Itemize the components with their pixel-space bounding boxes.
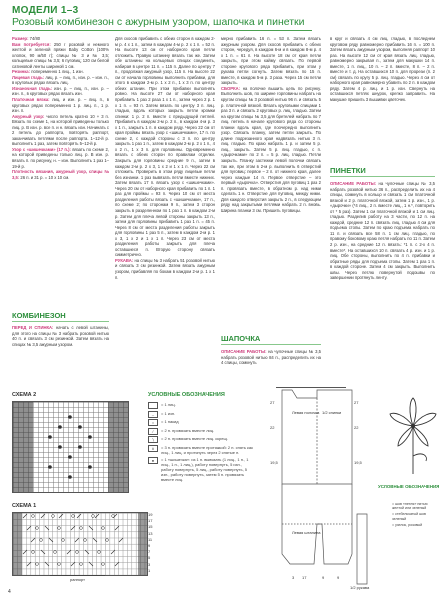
page-number: 4: [8, 589, 11, 595]
column-2: [115, 36, 215, 376]
flower-illustration: [388, 396, 438, 476]
svg-text:9: 9: [337, 575, 340, 580]
svg-text:22: 22: [354, 425, 359, 430]
column-3c: [221, 349, 321, 385]
chart-1-symbols: [13, 513, 147, 575]
hat-label: ОПИСАНИЕ РАБОТЫ:: [221, 349, 267, 354]
sleeve-outline: [357, 514, 367, 584]
column-1: [12, 36, 109, 304]
page-title: Розовый комбинезон с ажурным узором, шапочка и пинетки: [12, 16, 305, 28]
booties-label: ОПИСАНИЕ РАБОТЫ:: [330, 181, 377, 186]
svg-text:1/2 рукава: 1/2 рукава: [350, 585, 370, 590]
garter-text: лиц. и изн. р. – лиц. п., в круговых рядах попеременно 1 р. лиц. п., 1 р. изн. п.: [12, 97, 109, 114]
rib-text: попеременно 1 лиц., 1 изн.: [30, 69, 84, 75]
size-text: 74/80: [28, 36, 41, 41]
legend-title: УСЛОВНЫЕ ОБОЗНАЧЕНИЯ: [148, 392, 225, 398]
petal-bottom-left: [398, 426, 413, 446]
front-back-label: ПЕРЕД И СПИНКА:: [12, 325, 54, 330]
svg-text:19,5: 19,5: [270, 460, 278, 465]
raport-label: раппорт: [70, 577, 85, 582]
svg-text:27: 27: [354, 400, 359, 405]
garter-label: Платочная вязка:: [12, 97, 50, 103]
legend-item: = 1 лиц.: [148, 402, 253, 409]
yarn-over-symbol: ○: [148, 419, 158, 426]
booties-text: на чулочные спицы № 3,5 набрать розовой нитью 36 п., распределить их на 4 спицы, сомкнуть в кольцо и связать 1 см платочной вязкой и 2 р. платочной вязкой, затем 1 р. изн., 1 р. «дырочки» (*4 лиц., 2 п. вместе лиц., 1 н.*, повторить от * 5 раз). Затем 1 см платочной вязкой и 1 см лиц. гладью. Разделив работу на 3 части, по 12 п. на каждой, средние 12 п. связать лиц. гладью 4 см для подъема стопы. Затем по краю подъема набрать по 11 п. и связать все 58 п. 1 см лиц. гладью, по правому боковому краю петля набрать по 11 п. Затем 2 р. изн., на средние 12 п. вязать: *1 п. с 2-х 4 п. вместе*. На оставшихся 10 п. связать 4 р. изн. и 1 р. лиц. Обе стороны, выполнить по 4 п. прибавки и обратные ряды для подъема стопы. Затем 1 раз 1 п. в каждой стороне. Затем 4 см закрыть. Выполнить швы. Через петлю повернутой подошвы по завершении протянуть ленту.: [330, 181, 435, 281]
legend-item: – = 1 изн.: [148, 411, 253, 418]
column-3: [221, 36, 321, 328]
legend-2: [392, 502, 440, 529]
legend-item: ● = 1 «шишечка»: из 1 п. вывязать (1 лиц., 1 н., 1 лиц., 1 н., 1 лиц.), работу повернуть, 5 изн., работу повернуть, 5 лиц., работу повернуть, 5 изн., работу повернуть, затем 5 п. провязать вместе лиц.: [148, 457, 253, 482]
legend-item: ∖ = 2 п. провязать вместе лиц. скрещ.: [148, 436, 253, 443]
gauge-text: 26 п. и 31 р. = 10 х 10 см.: [19, 174, 70, 180]
reverse-label: Изнаночная гладь:: [12, 85, 53, 91]
size-label: Размер:: [12, 36, 29, 41]
section-shapochka: ШАПОЧКА: [221, 334, 261, 343]
bobble-marks: [48, 415, 92, 479]
legend-2-item: = узелок, розовый: [392, 522, 423, 527]
legend-2-item: = стебельчатый шов зеленый: [392, 512, 426, 521]
stockinette-text: лиц. р. – лиц. п., изн. р. – изн. п., в круговых рядах вязать лиц.: [12, 74, 109, 86]
chart-2-symbols: [13, 402, 128, 492]
chart-2-title: СХЕМА 2: [12, 392, 37, 398]
front-back-text: начать с левой штанины, для этого на спицы № 3 набрать розовой нитью 40 п. и связать 3 см резинкой. Затем вязать на спицах № 3,5 ажурным узором.: [12, 325, 109, 347]
bobble-symbol: ●: [148, 457, 158, 464]
rib-label: Резинка:: [12, 69, 31, 75]
raport-bracket: [50, 575, 105, 576]
chart-2-grid: [12, 401, 129, 493]
svg-text:Левая полочка: Левая полочка: [292, 410, 320, 415]
petal-top: [410, 398, 416, 426]
column-4b: [330, 181, 435, 395]
stockinette-label: Лицевая гладь:: [12, 74, 45, 80]
chart-1-row-numbers: 19 17 15 13 11 9 7 5 3 1: [148, 512, 153, 573]
column-4-text: в круг и связать 4 см лиц. гладью, в последнем круговом ряду равномерно прибавить 16 п. = 100 п. Затем вязать ажурным узором, выполняя раппорт 10 раз. На высоте 12 см от края вязать лиц. гладью, равномерно закрывая п., затем для макушки 14 п. вместе, 1 п. лиц., 10 п. – 2 п. вместе, 8 п. – 2 п. вместе и т. д. На оставшихся 10 п. для прорези (п. 2 см) связать по кругу 5 р. лиц. гладью. Через 4 см от наборного края равномерно убавить по 2 п. в каждом ряду. Затем 4 р. лиц. и 1 р. изн. Свернуть на оставшихся петлях шнурок, крепко заправить. На макушке пришить 3 вышивки цветочек.: [330, 36, 435, 103]
sleeves-label: РУКАВА:: [115, 257, 134, 263]
lace-text: число петель кратно 10 + 3 п. Вязать по схеме 1, на которой приведены только лиц. р. В изн. р. все п. и н. вязать изн. Начинать с 2 петель до раппорта, повторять раппорт, заканчивать петлями после раппорта. 1–12-й р. выполнить 1 раз, затем повторять 5–12-й р.: [12, 113, 109, 147]
svg-text:19,5: 19,5: [354, 460, 362, 465]
pattern-diagram: [262, 384, 372, 590]
k2tog-tbl-symbol: ∖: [148, 436, 158, 443]
legend-item: ∕ = 2 п. провязать вместе лиц.: [148, 428, 253, 435]
svg-text:1/2 спинки: 1/2 спинки: [322, 410, 342, 415]
materials-label: Вам потребуется:: [12, 41, 51, 47]
sk2p-symbol: ∧: [148, 445, 158, 452]
svg-text:Левая штанина: Левая штанина: [292, 530, 321, 535]
header-rule: [12, 30, 312, 31]
bobble-text: вязать по схеме 2, на которой приведены только лиц. р. В изн. р. вязать п. по рисунку, н. – изн. Выполнить 1 раз 1–19-й р.: [12, 146, 109, 169]
knit-symbol: [148, 402, 158, 409]
chart-1-grid: [12, 512, 148, 576]
hat-text: на чулочные спицы № 3,5 набрать розовой нитью 84 п., распределить их на 4 спицы, сомкнуть: [221, 349, 321, 366]
svg-text:9: 9: [322, 575, 325, 580]
reverse-text: изн. р. – лиц. п., изн. р. – изн. п., в круговых рядах вязать изн.: [12, 85, 109, 97]
assembly-text: на полочке вышить цепь по рисунку. Выполнить шов, по ширине горловины набрать на кругом спицы № 3 розовой нитью 96 п. и связать 5 р. платочной вязкой. Вязать круговыми спицами 1 раз 3 п. и связать 2 круговых р. лиц. гладью. Затем на кругом спицы № 3,5 для бретелей набрать по 7 лиц. петель в начале кругового ряда со стороны планки вдоль края, где поочередно выполнить узор. Связать планку, затем петли закрыть. По длине подрезанного края надвязать нитью 3 п. лиц. гладью. По краю набрать 1 р. и затем 5 р. лиц., закрыть. Затем 5 р. лиц. гладью, с п. «дырочками» по 2 п. = 5 р. лиц. гладью. Петли закрыть. Планку застежки левой полочки связать так же, при этом в 2-м р. выполнить 6 отверстий для пуговиц: первое – 2 п. от нижнего края, далее через каждые 14 п. Первое отверстие – это первый «дырочка». Отверстия для пуговиц 1 раз 2 п. провязать вместе, в обратном р. над ними сделать 1 н. Отверстие для пуговиц, между ними. Для каждого отверстия закрыть 2 п., в следующем ряду над закрытыми петлями набрать 2 п. вновь. Ширина планки 3 см. Пришить пуговицы.: [221, 85, 321, 213]
svg-text:27: 27: [270, 400, 275, 405]
legend-2-title: УСЛОВНЫЕ ОБОЗНАЧЕНИЯ: [378, 484, 440, 489]
legend-item: ∧ = 3 п. провязать вместе протяжкой: 2 п. снять как лиц., 1 лиц. и протянуть через 2 снятые п.: [148, 445, 253, 455]
column-1b: [12, 325, 109, 385]
sleeves-text: на спицы № 3 набрать 51 розовой нитью и связать 3 см резинкой. Затем вязать ажурным узором, прибавляя по бокам в каждом 2-м р. 1 х 1 п.: [115, 257, 215, 280]
svg-text:3: 3: [292, 575, 295, 580]
leaf: [413, 454, 426, 461]
petal-right: [413, 413, 436, 426]
gauge-label: Плотность вязания, ажурный узор, спицы № 3,5:: [12, 169, 109, 180]
purl-symbol: –: [148, 411, 158, 418]
legend-item: ○ = 1 накид: [148, 419, 253, 426]
svg-text:22: 22: [270, 425, 275, 430]
column-4: [330, 36, 435, 156]
section-rule: [330, 176, 435, 177]
column-2-text: Для скосов прибавить с обеих сторон в каждом 2-м р. 4 х 1 п., затем в каждом 4-м р. 2 х 1 п. = 52 п. На высоте 13 см от наборного края петли отложить. Правую штанину вязать так же. Затем обе штанины на кольцевых спицах соединить, набирая в центре 11 п. = 115 п. Далее по центру 7 п., продолжая ажурный узор, 115 п. На высоте 22 см от начала горловины выполнить прибавки, для этого в каждом 2-м р. 1 х 2 п., 1 х 3 п. по центру обеих штанин. При этом прибавки выполнять ровно. На высоте 27 см от наборного края прибавить 1 раз 2 раза 1 х 1 п., затем через 2 р. 1 х 1 п. = 93 п. Затем вязать по центру 3 п. лиц. гладью, вдоль которых закрыть петли кромки спинки: 1 р. 2 п. вместе с предыдущей петлей. Прибавить в каждом 2-м р. 2 п., в каждом 4-м р. 3 х 1 п., закрыть 1 п. в каждом ряду. Через 22 см от края проймы вязать узор с «шишечками», 17 п. по схеме 2, с каждой стороны с 3 п. по центру закрыть 1 раз 1 п., затем в каждом 2-м р. 2 х 1 п., 4 х 2 п., 1 х 3 п. для горловины. Одновременно вязать с обеих сторон по правилам отделки. Закрыть для горловины средние 9 п., затем в каждом 2-м р. 2 х 3, 1 х 2 и 1 х 1 п. Через 22 см отложить. Проверить в этом ряду лицевые петли без изнанки. 1 раз вывязать петли вместе нижних. Затем вязать 17 п. вязать узор с «шишечками». Через 20 см от наборного края прибавить по 1 п. 1 раз для проймы = 93 п. Через 10 см от места разделения работы вязать с «шишечками», 17 п., по схеме 2; по сторонам 9 п., затем 3 сторон закрыть в разделенном по 1 раз 1 п. в каждом 2-м р. Затем для плеча левой стороны закрыть 13 п., затем для горловины прибавить 1 раз 1 п. = 45 п. Через 8 см от места разделения работы закрыть для горловины 1 раз 5 п., затем в каждом 2-м р. 1 х 3, 1 х 2 и 1 х 1 п. Через 23 см от места разделения работы закрыть для плеча оставшиеся п. Вторую сторону связать симметрично.: [115, 36, 215, 258]
lace-label: Ажурный узор:: [12, 113, 45, 119]
svg-text:17: 17: [302, 575, 307, 580]
column-3-text: мерно прибавить 16 п. = 53 п. Затем вязать ажурным узором. Для скосов прибавить с обеих сторон, чередуя, в каждом 6-м и в каждом 8-м р. 4 х 1 п. = 61 п. На высоте 18 см от края петли закрыть, при этом кайму связать. По первой стороне кругового ряда прибавить, при этом у рукава петли согнуть. Затем вязать по 15 п. вместе, в каждом 5-м р. 3 раза. Через 15 см петли закрыть.: [221, 36, 321, 86]
assembly-label: СБОРКА:: [221, 85, 241, 91]
petal-left: [390, 413, 413, 426]
section-pinetki: ПИНЕТКИ: [330, 166, 366, 175]
header-models: МОДЕЛИ 1–3: [12, 5, 79, 16]
section-rule: [221, 344, 321, 345]
legend-2-item: = шов «петля» нитью желтой или зеленый: [392, 502, 428, 511]
section-kombinezon: КОМБИНЕЗОН: [12, 311, 66, 320]
k2tog-symbol: ∕: [148, 428, 158, 435]
petal-bottom-right: [413, 426, 428, 446]
chart-1-title: СХЕМА 1: [12, 503, 37, 509]
section-rule: [12, 321, 109, 322]
legend: [148, 402, 253, 483]
materials-text: 250 г розовой и немного желтой и зеленой пряжи Baby Cotton (100% хлопок, 90 м/50 г); спицы № 3 и № 3,5; кольцевые спицы № 3,5; 6 пуговиц; 120 см белой сатиновой ленты шириной 1 см.: [12, 41, 109, 69]
bobble-label: Узор с «шишечками» (17 п.):: [12, 146, 71, 152]
